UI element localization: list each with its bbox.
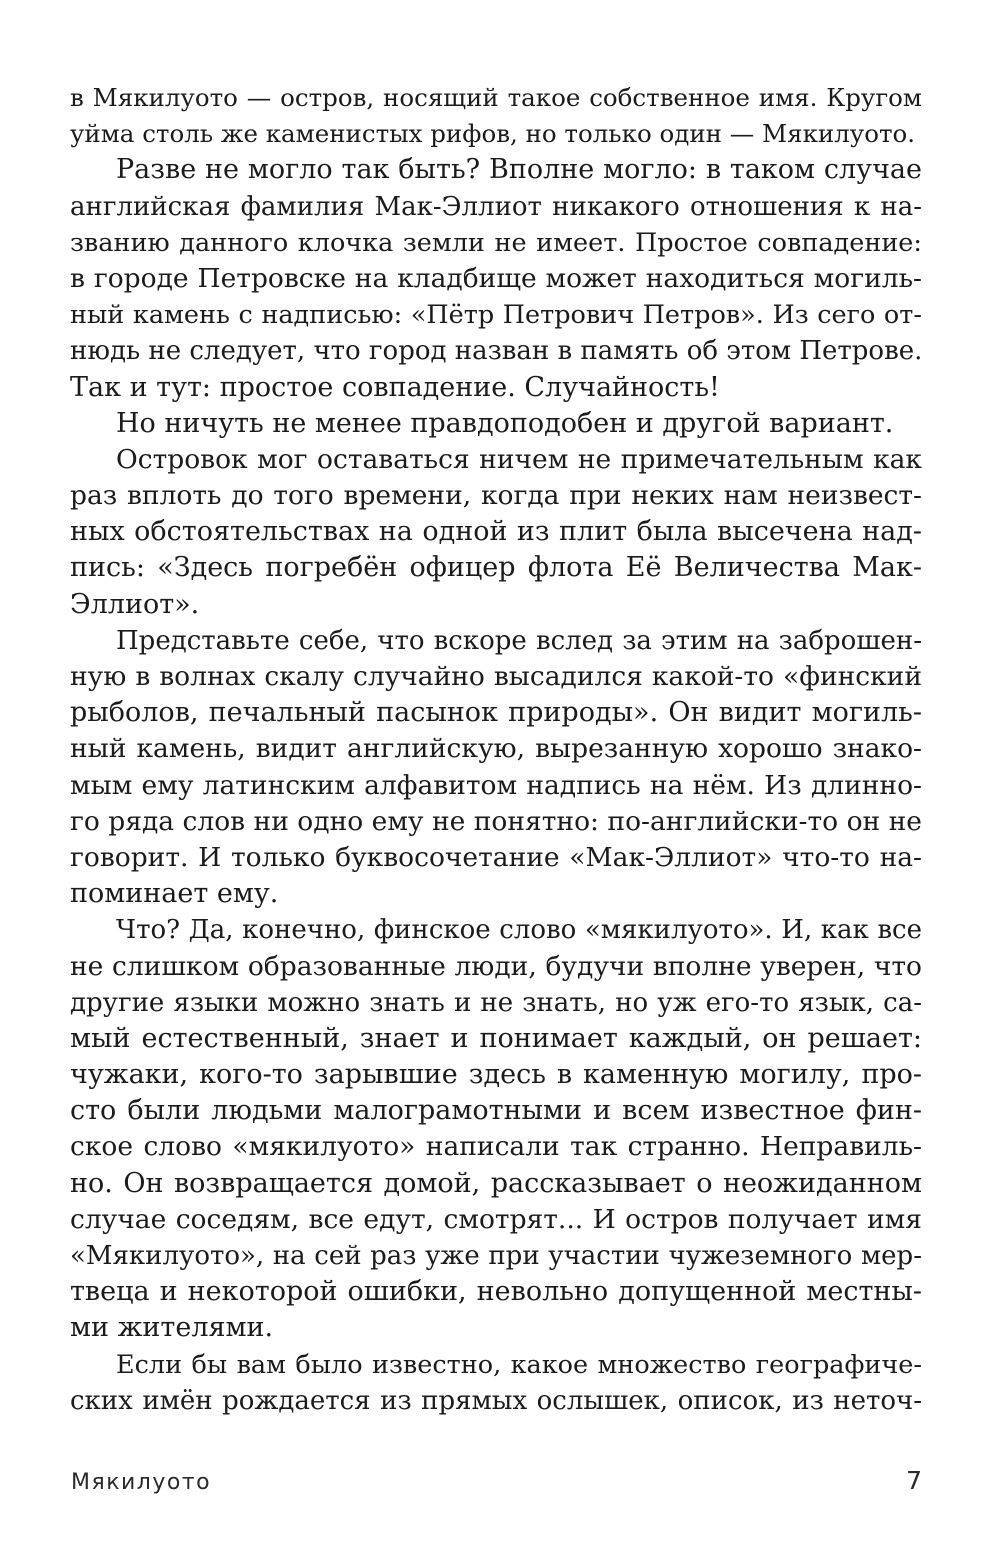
text-line: в городе Петровске на кладбище может находиться могиль-: [70, 262, 922, 294]
text-line: не слишком образованные люди, будучи вполне уверен, что: [70, 950, 922, 982]
text-line: ный камень с надписью: «Пётр Петрович Петров». Из сего от-: [70, 300, 922, 331]
text-line: нюдь не следует, что город назван в память об этом Петрове.: [70, 336, 923, 367]
text-line: сто были людьми малограмотными и всем известное фин-: [70, 1095, 922, 1127]
text-line: раз вплоть до того времени, когда при неких нам неизвест-: [70, 480, 922, 512]
text-line: другие языки можно знать и не знать, но уж его-то язык, са-: [70, 987, 922, 1018]
text-line: мым ему латинским алфавитом надпись на нём. Из длинно-: [70, 769, 922, 801]
text-line: мый естественный, знает и понимает каждый, он решает:: [70, 1022, 922, 1054]
text-line: Представьте себе, что вскоре вслед за этим на заброшен-: [116, 625, 922, 656]
text-line: уйма столь же каменистых рифов, но только один — Мякилуото.: [70, 119, 916, 149]
text-line: ных обстоятельствах на одной из плит была высечена над-: [70, 516, 922, 548]
text-line: пись: «Здесь погребён офицер флота Её Величества Мак-: [70, 552, 922, 584]
text-line: ный камень, видит английскую, вырезанную хорошо знако-: [70, 733, 922, 765]
text-line: Эллиот».: [70, 588, 200, 620]
text-line: говорит. И только буквосочетание «Мак-Эллиот» что-то на-: [70, 841, 922, 873]
text-line: твеца и некоторой ошибки, невольно допущенной местны-: [70, 1276, 922, 1308]
text-line: в Мякилуото — остров, носящий такое собственное имя. Кругом: [70, 83, 922, 112]
text-line: Но ничуть не менее правдоподобен и другой вариант.: [116, 407, 894, 439]
text-line: поминает ему.: [70, 878, 279, 910]
text-line: английская фамилия Мак-Эллиот никакого отношения к на-: [70, 191, 922, 222]
text-line: Если бы вам было известно, какое множество географиче-: [116, 1349, 922, 1380]
text-line: рыболов, печальный пасынок природы». Он видит могиль-: [70, 697, 922, 729]
text-line: «Мякилуото», на сей раз уже при участии чужеземного мер-: [70, 1241, 922, 1271]
text-line: ную в волнах скалу случайно высадился какой-то «финский: [70, 661, 922, 692]
body-text: [70, 80, 922, 1419]
text-line: Разве не могло так быть? Вполне могло: в таком случае: [116, 154, 922, 186]
running-footer-title: Мякилуото: [71, 1470, 212, 1495]
text-line: но. Он возвращается домой, рассказывает о неожиданном: [70, 1167, 922, 1199]
text-line: Так и тут: простое совпадение. Случайность!: [70, 371, 720, 403]
text-line: ми жителями.: [70, 1312, 274, 1344]
text-line: случае соседям, все едут, смотрят... И остров получает имя: [70, 1203, 922, 1235]
text-line: званию данного клочка земли не имеет. Простое совпадение:: [70, 227, 922, 258]
text-line: Островок мог оставаться ничем не примечательным как: [116, 443, 922, 475]
text-line: чужаки, кого-то зарывшие здесь в каменную могилу, про-: [70, 1059, 922, 1091]
page-number: 7: [906, 1466, 922, 1495]
text-line: ских имён рождается из прямых ослышек, описок, из неточ-: [70, 1385, 922, 1416]
text-line: ское слово «мякилуото» написали так странно. Неправиль-: [70, 1131, 922, 1163]
text-line: Что? Да, конечно, финское слово «мякилуото». И, как все: [116, 915, 922, 946]
text-line: го ряда слов ни одно ему не понятно: по-английски-то он не: [70, 805, 922, 837]
